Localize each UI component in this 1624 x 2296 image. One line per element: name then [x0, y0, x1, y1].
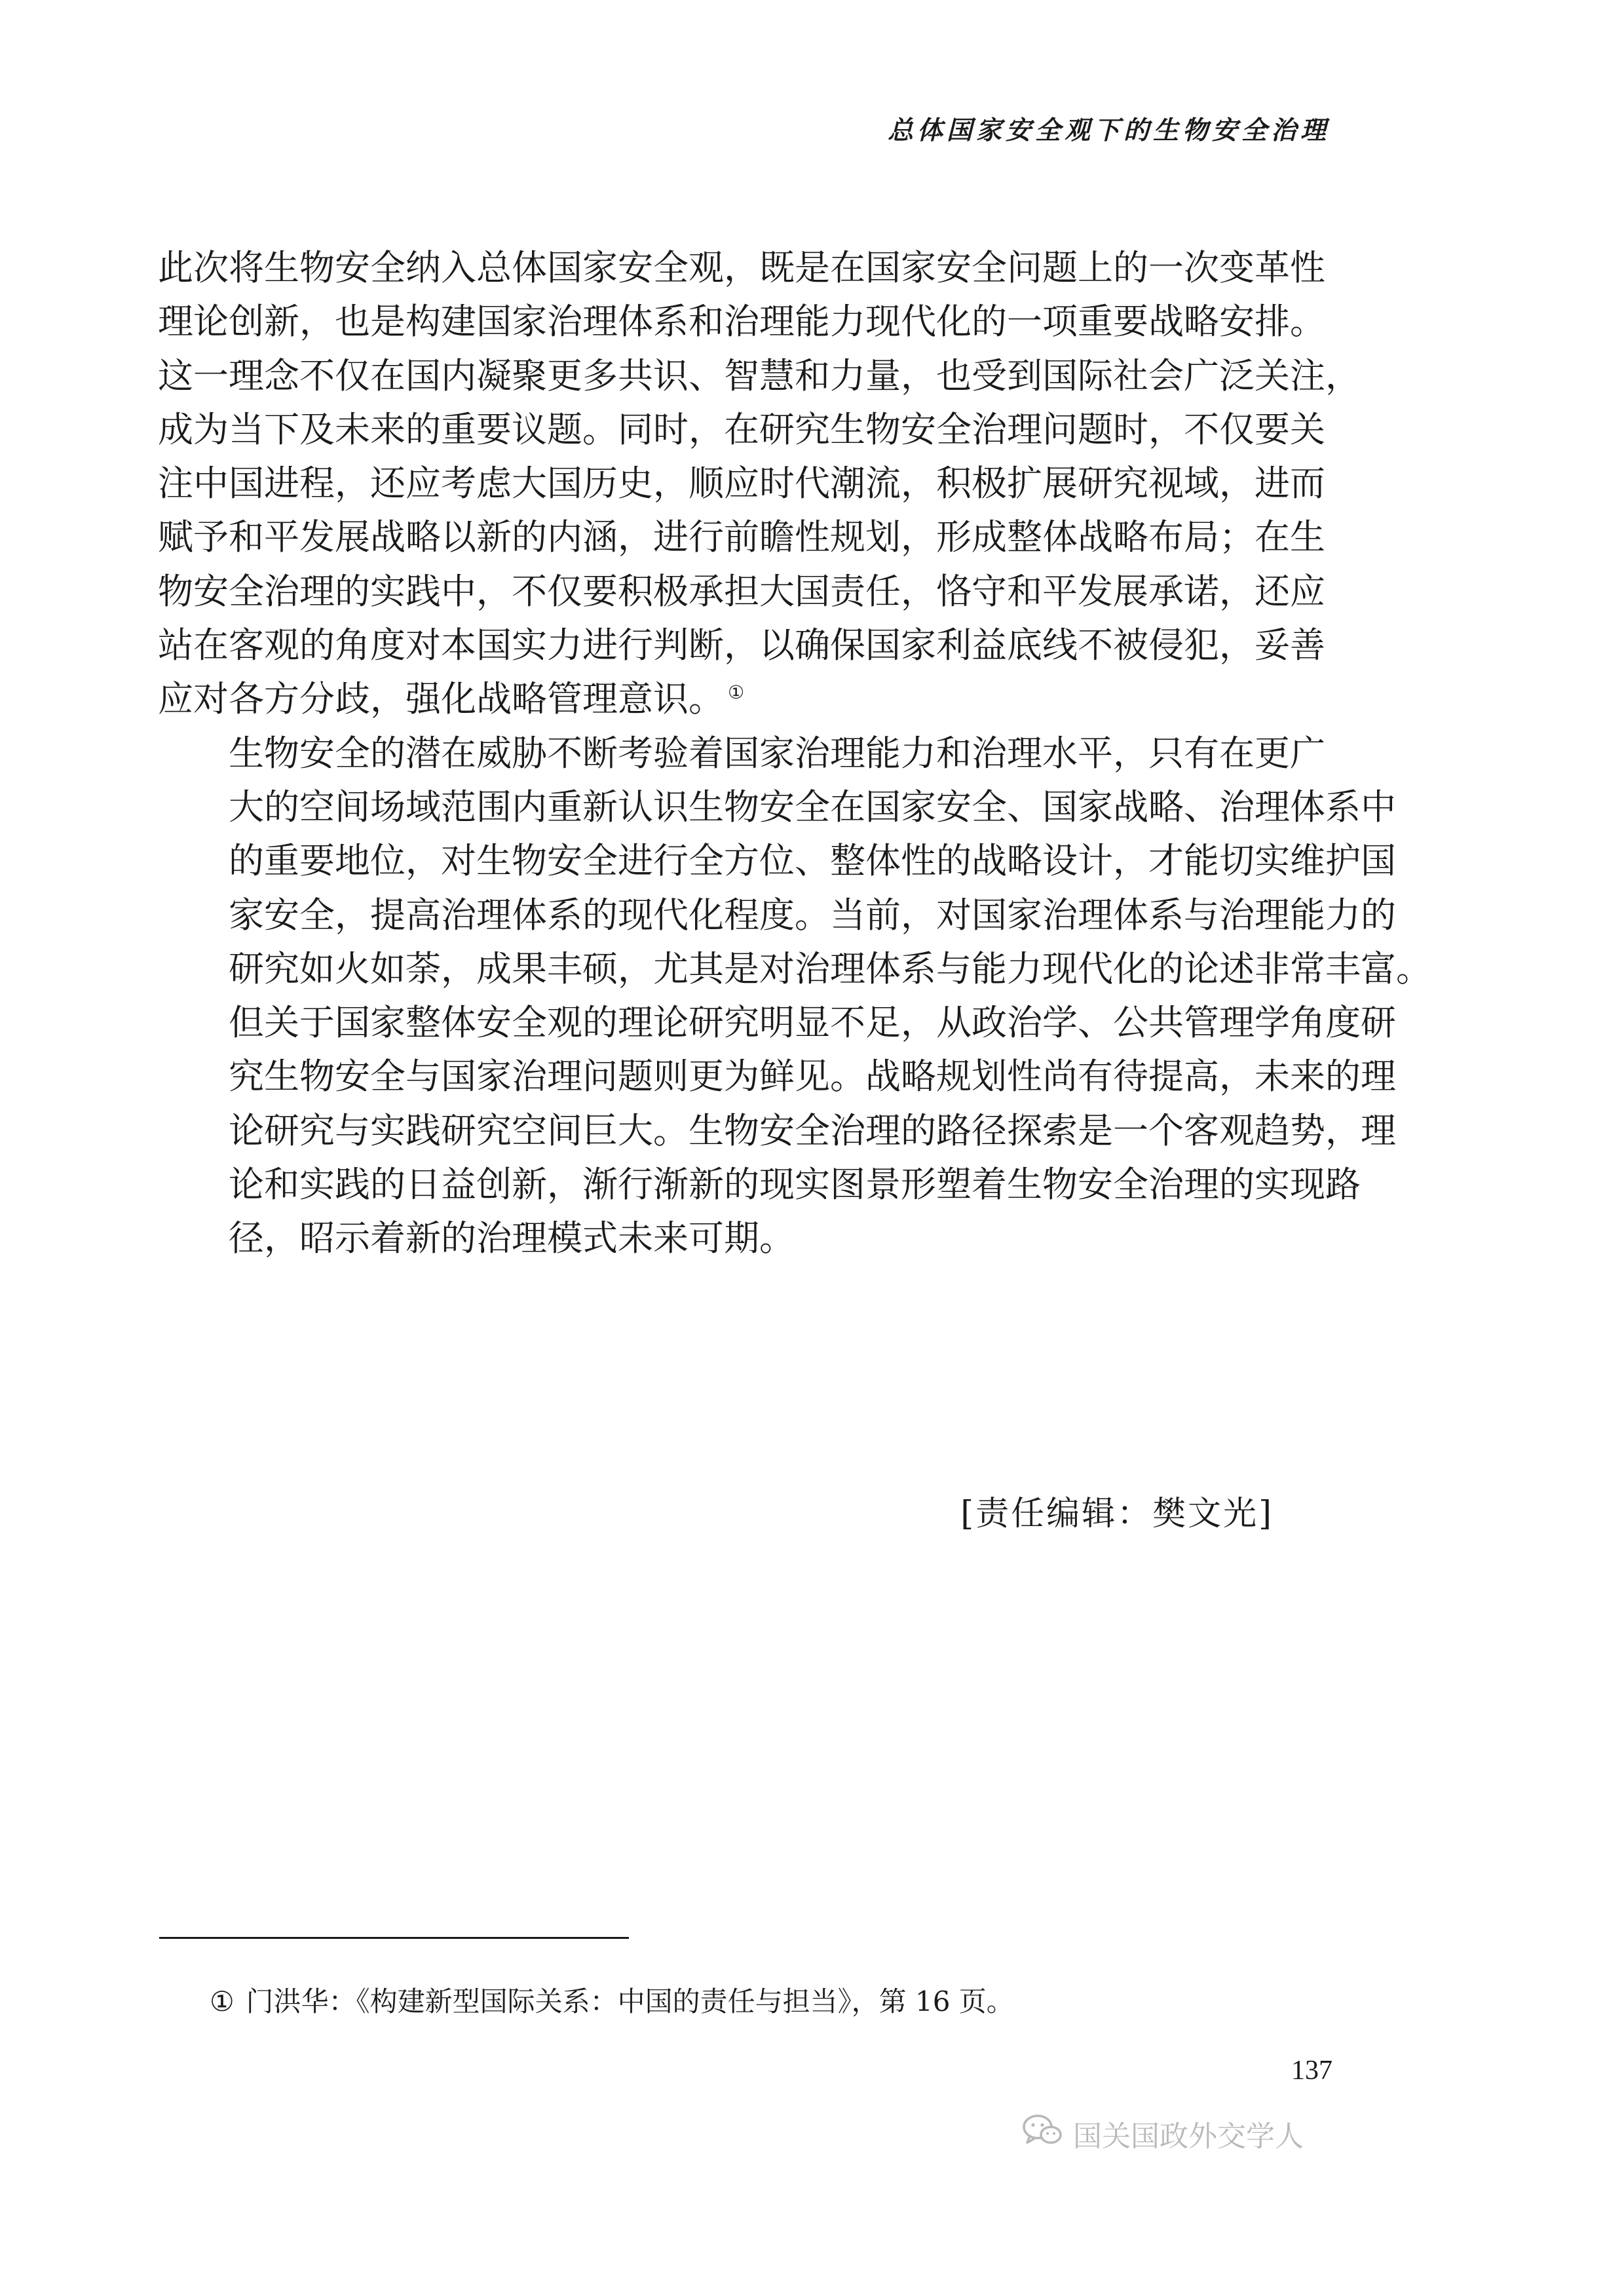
text-line: 的重要地位，对生物安全进行全方位、整体性的战略设计，才能切实维护国: [229, 840, 1396, 882]
paragraph: [158, 241, 1361, 727]
text-line: 径，昭示着新的治理模式未来可期。: [229, 1217, 795, 1259]
watermark-text: 国关国政外交学人: [1073, 2120, 1304, 2153]
page-number: 137: [1291, 2056, 1332, 2086]
text-line: 大的空间场域范围内重新认识生物安全在国家安全、国家战略、治理体系中: [229, 786, 1396, 828]
watermark: [1022, 2113, 1304, 2154]
text-line: 论研究与实践研究空间巨大。生物安全治理的路径探索是一个客观趋势，理: [229, 1109, 1396, 1151]
wechat-icon: [1022, 2113, 1063, 2154]
editor-credit: [责任编辑：樊文光]: [960, 1495, 1274, 1533]
text-line: 但关于国家整体安全观的理论研究明显不足，从政治学、公共管理学角度研: [229, 1002, 1396, 1044]
text-line: 论和实践的日益创新，渐行渐新的现实图景形塑着生物安全治理的实现路: [229, 1164, 1361, 1206]
text-line: 家安全，提高治理体系的现代化程度。当前，对国家治理体系与治理能力的: [229, 894, 1396, 936]
text-line: 物安全治理的实践中，不仅要积极承担大国责任，恪守和平发展承诺，还应: [158, 570, 1325, 612]
footnote: [210, 1980, 1014, 2019]
text-line: 站在客观的角度对本国实力进行判断，以确保国家利益底线不被侵犯，妥善: [158, 624, 1325, 666]
text-line: [158, 672, 1344, 726]
running-header: 总体国家安全观下的生物安全治理: [887, 115, 1330, 145]
text-line: 这一理念不仅在国内凝聚更多共识、智慧和力量，也受到国际社会广泛关注，: [158, 354, 1361, 396]
text-line: 研究如火如荼，成果丰硕，尤其是对治理体系与能力现代化的论述非常丰富。: [229, 947, 1431, 989]
text-line: 理论创新，也是构建国家治理体系和治理能力现代化的一项重要战略安排。: [158, 301, 1325, 343]
text-line: 究生物安全与国家治理问题则更为鲜见。战略规划性尚有待提高，未来的理: [229, 1056, 1396, 1098]
text-line: 生物安全的潜在威胁不断考验着国家治理能力和治理水平，只有在更广: [229, 732, 1325, 774]
text-line: 此次将生物安全纳入总体国家安全观，既是在国家安全问题上的一次变革性: [158, 247, 1325, 288]
text-line: 成为当下及未来的重要议题。同时，在研究生物安全治理问题时，不仅要关: [158, 408, 1325, 450]
footnote-divider: [159, 1937, 629, 1939]
text-line: 注中国进程，还应考虑大国历史，顺应时代潮流，积极扩展研究视域，进而: [158, 463, 1325, 505]
footnote-number: ①: [210, 1985, 235, 2018]
text-line-content: 应对各方分歧，强化战略管理意识。: [158, 678, 724, 720]
footnote-text: 门洪华：《构建新型国际关系：中国的责任与担当》，第 16 页。: [246, 1985, 1014, 2018]
body-text: [158, 241, 1431, 1266]
paragraph: [158, 727, 1431, 1266]
footnote-reference[interactable]: ①: [728, 681, 745, 704]
text-line: 赋予和平发展战略以新的内涵，进行前瞻性规划，形成整体战略布局；在生: [158, 516, 1325, 558]
